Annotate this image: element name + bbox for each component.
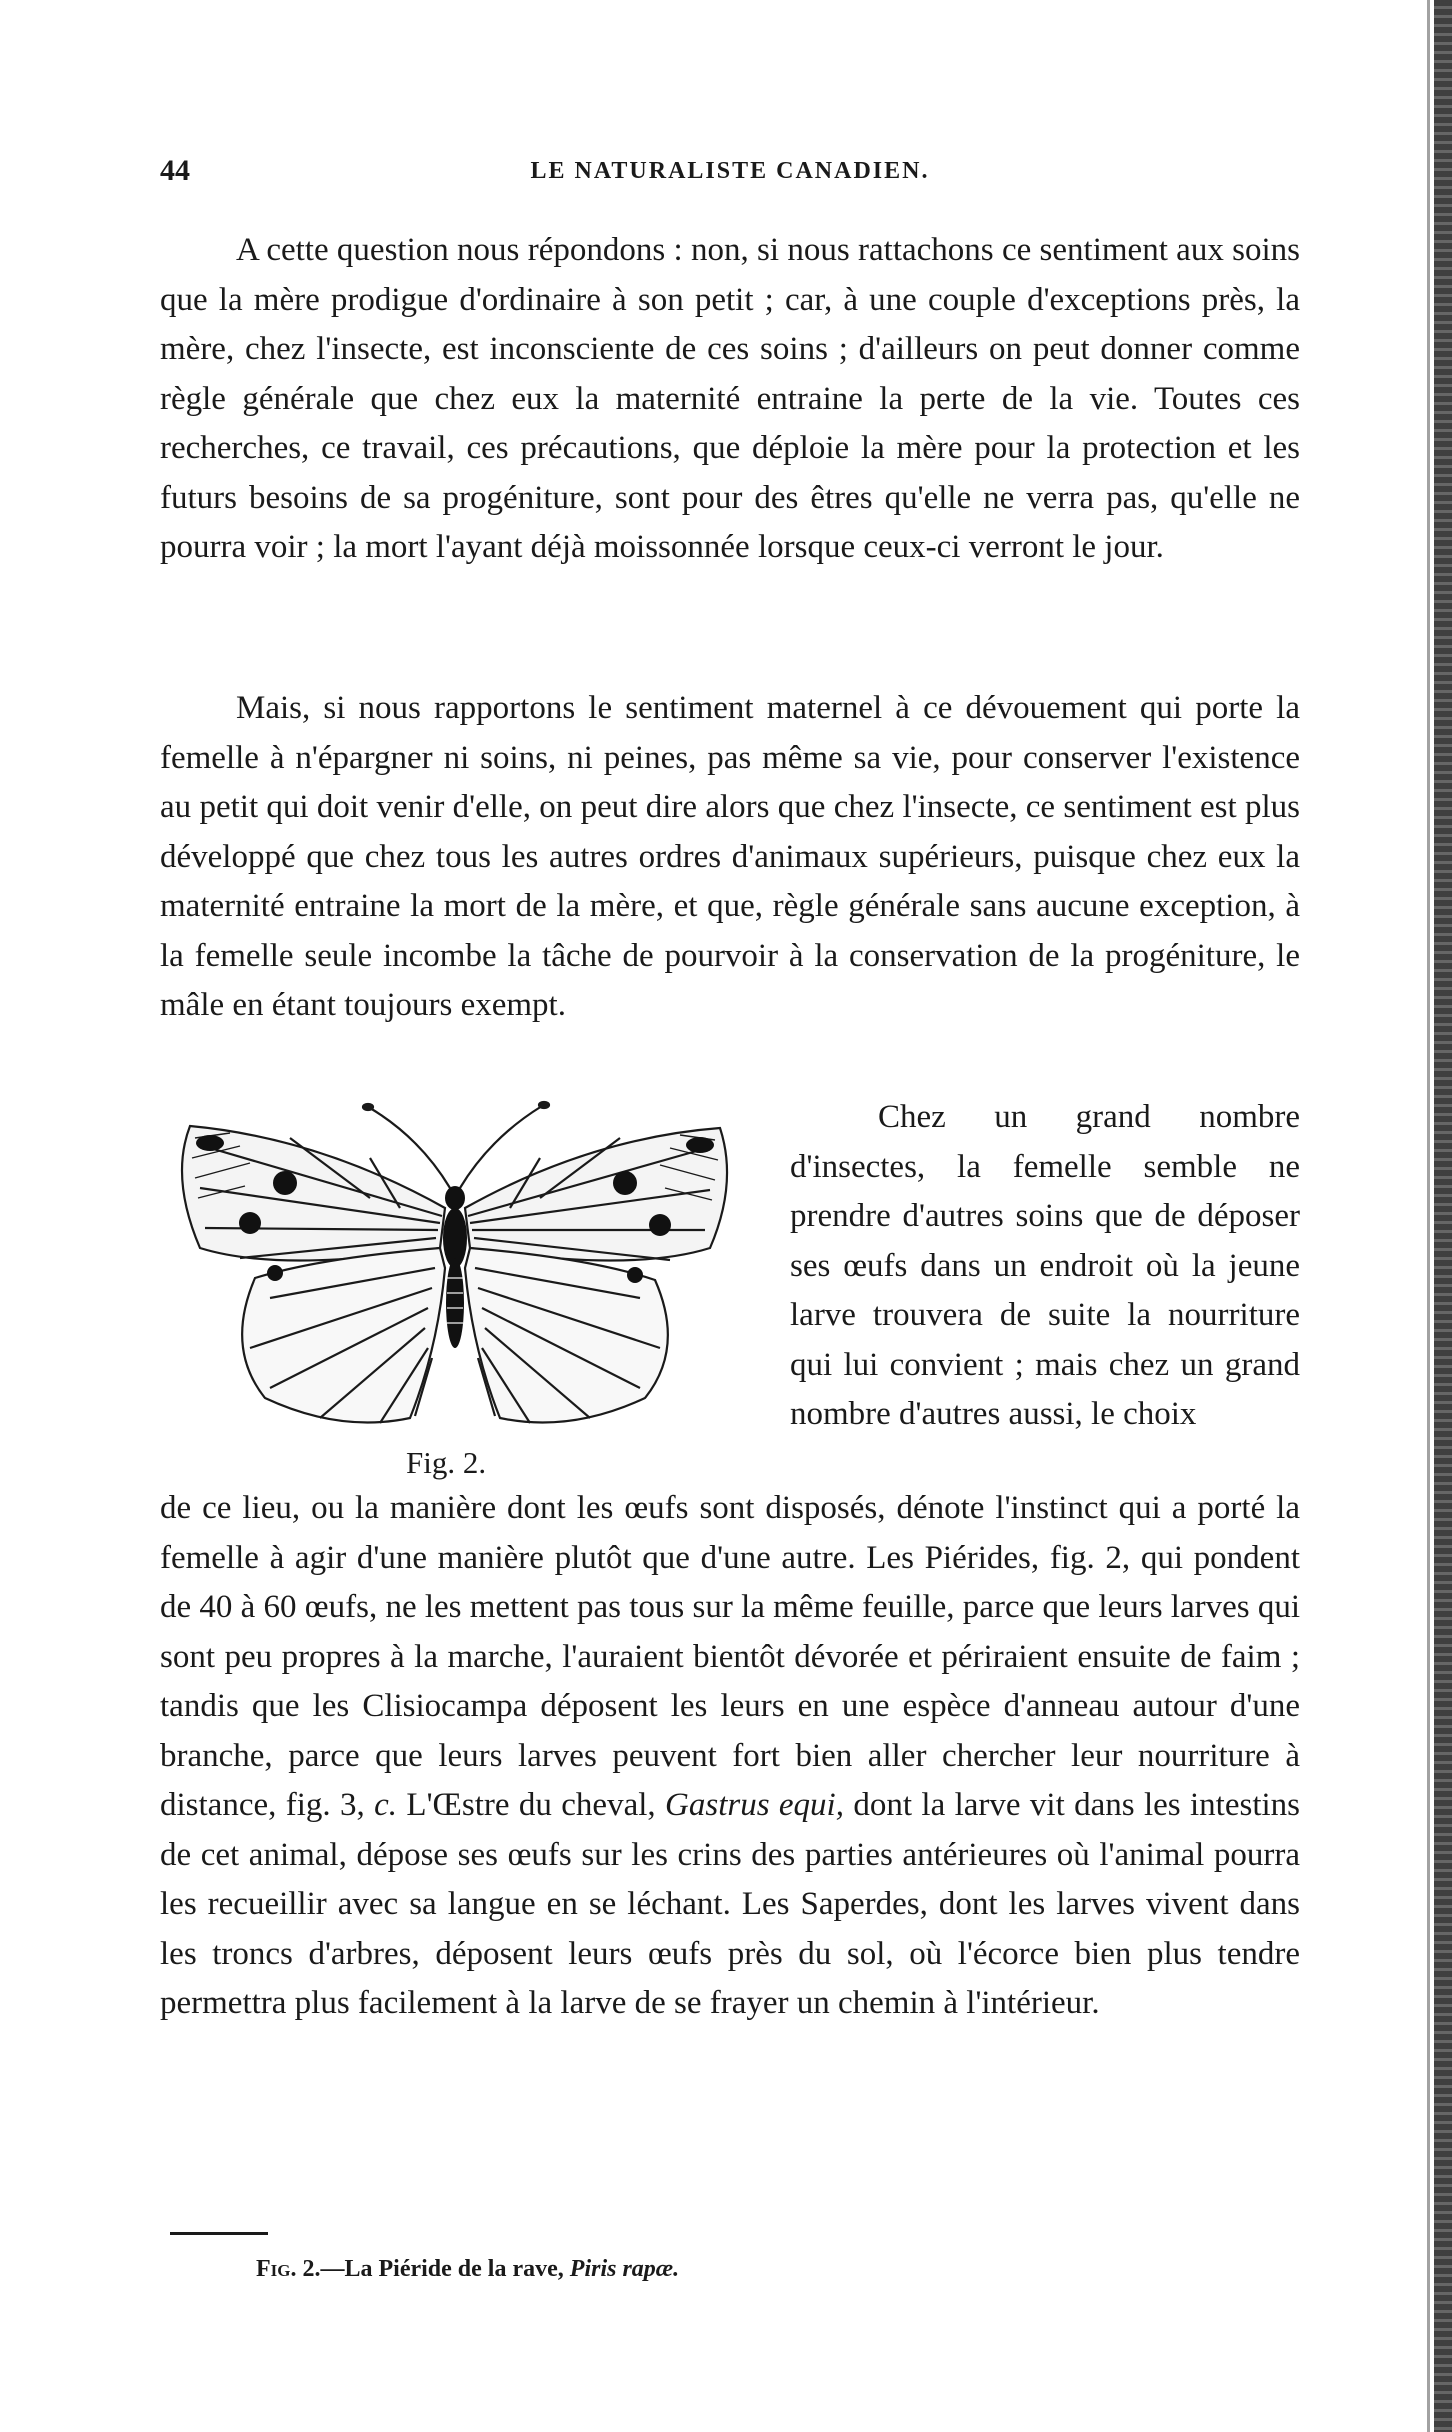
paragraph-1: A cette question nous répondons : non, si nous rattachons ce sentiment aux soins que la mère prodigue d'ordinaire à son petit ; car, à une couple d'exceptions près, la mère, chez l'insecte, est inconsciente de ces soins ; d'ailleurs on peut donner comme règle générale que chez eux la maternité entraine la perte de la vie. Toutes ces recherches, ce travail, ces précautions, que déploie la mère pour la protection et les futurs besoins de sa progéniture, sont pour des êtres qu'elle ne verra pas, qu'elle ne pourra voir ; la mort l'ayant déjà moissonnée lorsque ceux-ci verront le jour. (160, 232, 1300, 565)
footnote-divider (170, 2232, 268, 2235)
page-binding-shadow (1427, 0, 1430, 2432)
paragraph-3-continued (160, 1484, 1300, 2029)
page-header (160, 154, 1300, 194)
paragraph-3-text-a: de ce lieu, ou la manière dont les œufs sont disposés, dénote l'instinct qui a porté la femelle à agir d'une manière plutôt que d'une autre. Les Piérides, fig. 2, qui pondent de 40 à 60 œufs, ne les mettent pas tous sur la même feuille, parce que leurs larves qui sont peu propres à la marche, l'auraient bientôt dévorée et périraient ensuite de faim ; tandis que les Clisiocampa déposent les leurs en une espèce d'anneau autour d'une branche, parce que leurs larves peuvent fort bien aller chercher leur nourriture à distance, fig. 3, (160, 1490, 1300, 1823)
paragraph-3-text-d: dont la larve vit dans les intestins de cet animal, dépose ses œufs sur les crins des parties antérieures où l'animal pourra les recueillir avec sa langue en se léchant. Les Saperdes, dont les larves vivent dans les troncs d'arbres, déposent leurs œufs près du sol, où l'écorce bien plus tendre permettra plus facilement à la larve de se frayer un chemin à l'intérieur. (160, 1787, 1301, 2021)
footnote-species: Piris rapæ. (569, 2256, 680, 2282)
footnote-label: Fig. 2. (256, 2256, 321, 2282)
paragraph-3-wrapped: Chez un grand nombre d'insectes, la femelle semble ne prendre d'autres soins que de déposer ses œufs dans un endroit où la jeune larve trouvera de suite la nourriture qui lui convient ; mais chez un grand nombre d'autres aussi, le choix (790, 1099, 1300, 1432)
page-binding-edge (1434, 0, 1452, 2432)
species-gastrus-equi: Gastrus equi, (665, 1787, 844, 1823)
butterfly-illustration (170, 1098, 740, 1438)
page-number: 44 (160, 154, 190, 187)
footnote-text: —La Piéride de la rave, (320, 2256, 570, 2282)
running-title: LE NATURALISTE CANADIEN. (530, 158, 930, 184)
paragraph-2: Mais, si nous rapportons le sentiment maternel à ce dévouement qui porte la femelle à n'épargner ni soins, ni peines, pas même sa vie, pour conserver l'existence au petit qui doit venir d'elle, on peut dire alors que chez l'insecte, ce sentiment est plus développé que chez tous les autres ordres d'animaux supérieurs, puisque chez eux la maternité entraine la mort de la mère, et que, règle générale sans aucune exception, à la femelle seule incombe la tâche de pourvoir à la conservation de la progéniture, le mâle en étant toujours exempt. (160, 690, 1300, 1023)
paragraph-3-text-b: L'Œstre du cheval, (397, 1787, 666, 1823)
figure-label: Fig. 2. (406, 1445, 487, 1480)
footnote (256, 2256, 679, 2283)
figure-ref-c: c. (374, 1787, 398, 1823)
